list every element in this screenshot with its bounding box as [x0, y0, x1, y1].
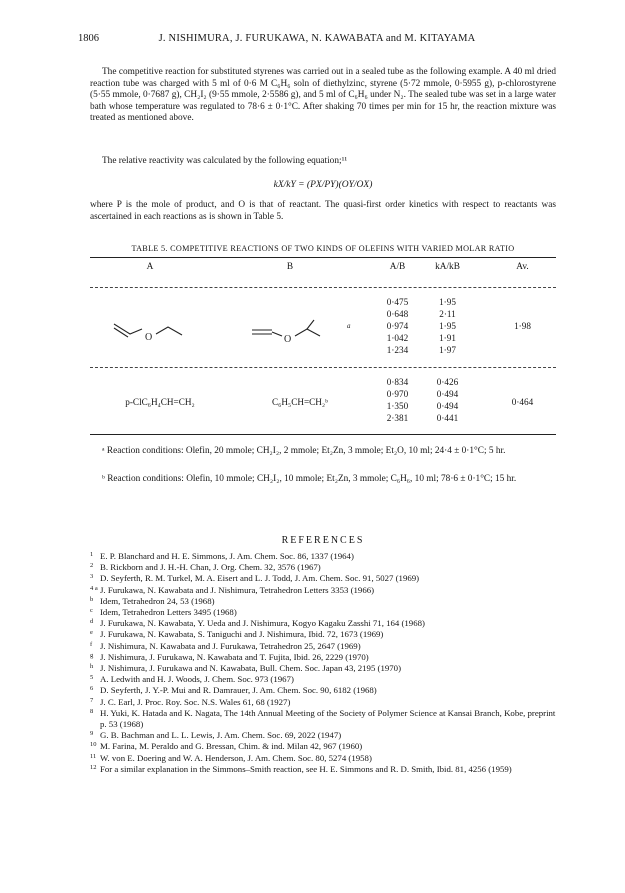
references-heading: REFERENCES	[281, 535, 365, 546]
vinyl-ethyl-ether-structure	[112, 318, 192, 348]
table-group-rule	[90, 367, 556, 368]
reference-text: Idem, Tetrahedron Letters 3495 (1968)	[100, 607, 237, 618]
ratio-column-group1	[370, 296, 425, 356]
ratio-value: 2·381	[386, 413, 409, 423]
col-header-kratio: kA/kB	[435, 262, 460, 272]
reference-item	[90, 551, 556, 562]
table-header-rule	[90, 287, 556, 288]
ratio-value: 0·974	[386, 321, 409, 331]
reference-text: D. Seyferth, R. M. Turkel, M. A. Eisert and L. J. Todd, J. Am. Chem. Soc. 91, 5027 (1969)	[100, 573, 420, 584]
reference-item	[90, 573, 556, 584]
reference-text: J. Nishimura, N. Kawabata and J. Furukawa, Tetrahedron 25, 2647 (1969)	[100, 640, 361, 651]
reference-item	[90, 663, 556, 674]
reference-number: 7	[90, 696, 94, 704]
reference-text: E. P. Blanchard and H. E. Simmons, J. Am. Chem. Soc. 86, 1337 (1964)	[100, 551, 354, 561]
reference-text: M. Farina, M. Peraldo and G. Bressan, Chim. & ind. Milan 42, 967 (1960)	[100, 741, 363, 752]
ratio-value: 0·648	[386, 309, 409, 319]
reference-number: d	[90, 618, 94, 626]
kratio-value: 0·494	[436, 389, 459, 399]
reference-text: W. von E. Doering and W. A. Henderson, J. Am. Chem. Soc. 80, 5274 (1958)	[100, 752, 372, 763]
kratio-value: 1·91	[439, 333, 456, 343]
reference-item	[90, 753, 556, 764]
olefin-b-group2: C₆H₅CH=CH₂ᵇ	[272, 397, 328, 407]
ratio-value: 1·042	[386, 333, 409, 343]
reference-item	[90, 607, 556, 618]
kratio-value: 1·95	[439, 297, 456, 307]
vinyl-isopropyl-ether-structure	[250, 318, 365, 348]
kratio-value: 2·11	[439, 309, 456, 319]
reference-text: J. Furukawa, N. Kawabata, S. Taniguchi and J. Nishimura, Ibid. 72, 1673 (1969)	[100, 629, 384, 640]
kratio-value: 1·95	[439, 321, 456, 331]
reference-item	[90, 741, 556, 752]
kratio-value: 1·97	[439, 345, 456, 355]
reference-item	[90, 629, 556, 640]
reference-list	[90, 551, 556, 775]
reference-number: 9	[90, 730, 94, 738]
ratio-value: 0·834	[386, 377, 409, 387]
reference-text: H. Yuki, K. Hatada and K. Nagata, The 14th Annual Meeting of the Society of Polymer Science at Kansai Branch, Kobe, preprint p. 53 (1968)	[100, 707, 556, 730]
reference-number: 10	[90, 741, 97, 749]
reference-item	[90, 562, 556, 573]
reference-item	[90, 674, 556, 685]
kratio-value: 0·426	[436, 377, 459, 387]
reference-text: For a similar explanation in the Simmons–Smith reaction, see H. E. Simmons and R. D. Smith, Ibid. 81, 4256 (1959)	[100, 763, 512, 774]
reference-item	[90, 730, 556, 741]
reference-text: J. Furukawa, N. Kawabata, Y. Ueda and J. Nishimura, Kogyo Kagaku Zasshi 71, 164 (1968)	[100, 618, 425, 629]
col-header-a: A	[146, 262, 154, 272]
reference-item	[90, 618, 556, 629]
average-group1: 1·98	[514, 321, 531, 331]
col-header-ratio: A/B	[389, 262, 406, 272]
author-line: J. NISHIMURA, J. FURUKAWA, N. KAWABATA and M. KITAYAMA	[158, 33, 476, 44]
ether-oxygen-b: O	[284, 334, 292, 345]
kratio-column-group1	[420, 296, 475, 356]
reference-number: 12	[90, 763, 97, 771]
reference-text: D. Seyferth, J. Y.-P. Mui and R. Damrauer, J. Am. Chem. Soc. 90, 6182 (1968)	[100, 685, 377, 696]
reference-number: 2	[90, 562, 94, 570]
reference-number: g	[90, 651, 94, 659]
table-bottom-rule	[90, 434, 556, 435]
footnote-marker-a: a	[347, 322, 351, 330]
reference-item	[90, 764, 556, 775]
page-number: 1806	[78, 33, 99, 44]
reference-number: h	[90, 663, 94, 671]
reference-number: 4 a	[90, 584, 98, 592]
reference-number: f	[90, 640, 93, 648]
reference-text: J. C. Earl, J. Proc. Roy. Soc. N.S. Wales 61, 68 (1927)	[100, 696, 291, 707]
olefin-a-group2: p-ClC₆H₄CH=CH₂	[125, 397, 195, 407]
reference-text: J. Furukawa, N. Kawabata and J. Nishimura, Tetrahedron Letters 3353 (1966)	[100, 584, 375, 595]
ratio-value: 1·350	[386, 401, 409, 411]
reference-number: b	[90, 595, 94, 603]
reactivity-equation: kX/kY = (PX/PY)(OY/OX)	[273, 180, 373, 190]
reference-number: c	[90, 607, 93, 615]
reference-text: G. B. Bachman and L. L. Lewis, J. Am. Chem. Soc. 69, 2022 (1947)	[100, 730, 342, 741]
reference-text: B. Rickborn and J. H.-H. Chan, J. Org. Chem. 32, 3576 (1967)	[100, 562, 321, 573]
table-caption: TABLE 5. COMPETITIVE REACTIONS OF TWO KINDS OF OLEFINS WITH VARIED MOLAR RATIO	[131, 244, 515, 253]
ratio-value: 0·970	[386, 389, 409, 399]
definition-paragraph: where P is the mole of product, and O is that of reactant. The quasi-first order kinetics with respect to reactants was ascertained in each reactions as is shown in Table 5.	[90, 200, 556, 222]
reference-item	[90, 708, 556, 730]
col-header-av: Av.	[516, 262, 529, 272]
reference-item	[90, 585, 556, 596]
kratio-value: 0·494	[436, 401, 459, 411]
reference-item	[90, 596, 556, 607]
experimental-paragraph: The competitive reaction for substituted styrenes was carried out in a sealed tube as the following example. A 40 ml dried reaction tube was charged with 5 ml of 0·6 M C₆H₆ soln of diethylzinc, styrene (5·72 mmole, 0·5955 g), p-chlorostyrene (5·55 mmole, 0·7687 g), CH₂I₂ (9·55 mmole, 2·5586 g), and 5 ml of C₆H₆ under N₂. The sealed tube was set in a large water bath whose temperature was regulated to 78·6 ± 0·1°C. After shaking 70 times per min for 15 hr, the reaction mixture was treated as mentioned above.	[90, 67, 556, 124]
table-top-rule	[90, 257, 556, 258]
running-header	[78, 33, 556, 47]
reference-item	[90, 652, 556, 663]
reference-item	[90, 697, 556, 708]
reference-number: 6	[90, 685, 94, 693]
reference-number: 11	[90, 752, 97, 760]
reference-text: Idem, Tetrahedron 24, 53 (1968)	[100, 595, 215, 606]
reference-number: 8	[90, 707, 94, 715]
reference-text: J. Nishimura, J. Furukawa, N. Kawabata and T. Fujita, Ibid. 26, 2229 (1970)	[100, 651, 369, 662]
ether-oxygen-a: O	[145, 332, 153, 343]
table-footnote-a: ᵃ Reaction conditions: Olefin, 20 mmole; CH₂I₂, 2 mmole; Et₂Zn, 3 mmole; Et₂O, 10 ml; 24·4 ± 0·1°C; 5 hr.	[102, 446, 506, 456]
col-header-b: B	[286, 262, 294, 272]
ratio-value: 0·475	[386, 297, 409, 307]
kratio-column-group2	[420, 376, 475, 424]
reference-number: 5	[90, 674, 94, 682]
ratio-column-group2	[370, 376, 425, 424]
table-footnote-b: ᵇ Reaction conditions: Olefin, 10 mmole; CH₂I₂, 10 mmole; Et₂Zn, 3 mmole; C₆H₆, 10 ml; 78·6 ± 0·1°C; 15 hr.	[102, 474, 517, 484]
average-group2: 0·464	[511, 397, 534, 407]
reference-number: 1	[90, 551, 94, 558]
relative-reactivity-text: The relative reactivity was calculated by the following equation;¹¹	[102, 156, 348, 166]
reference-number: e	[90, 629, 93, 637]
reference-number: 3	[90, 573, 94, 581]
reference-item	[90, 641, 556, 652]
reference-text: A. Ledwith and H. J. Woods, J. Chem. Soc. 973 (1967)	[100, 674, 294, 685]
ratio-value: 1·234	[386, 345, 409, 355]
kratio-value: 0·441	[436, 413, 459, 423]
reference-item	[90, 685, 556, 696]
reference-text: J. Nishimura, J. Furukawa and N. Kawabata, Bull. Chem. Soc. Japan 43, 2195 (1970)	[100, 663, 402, 674]
